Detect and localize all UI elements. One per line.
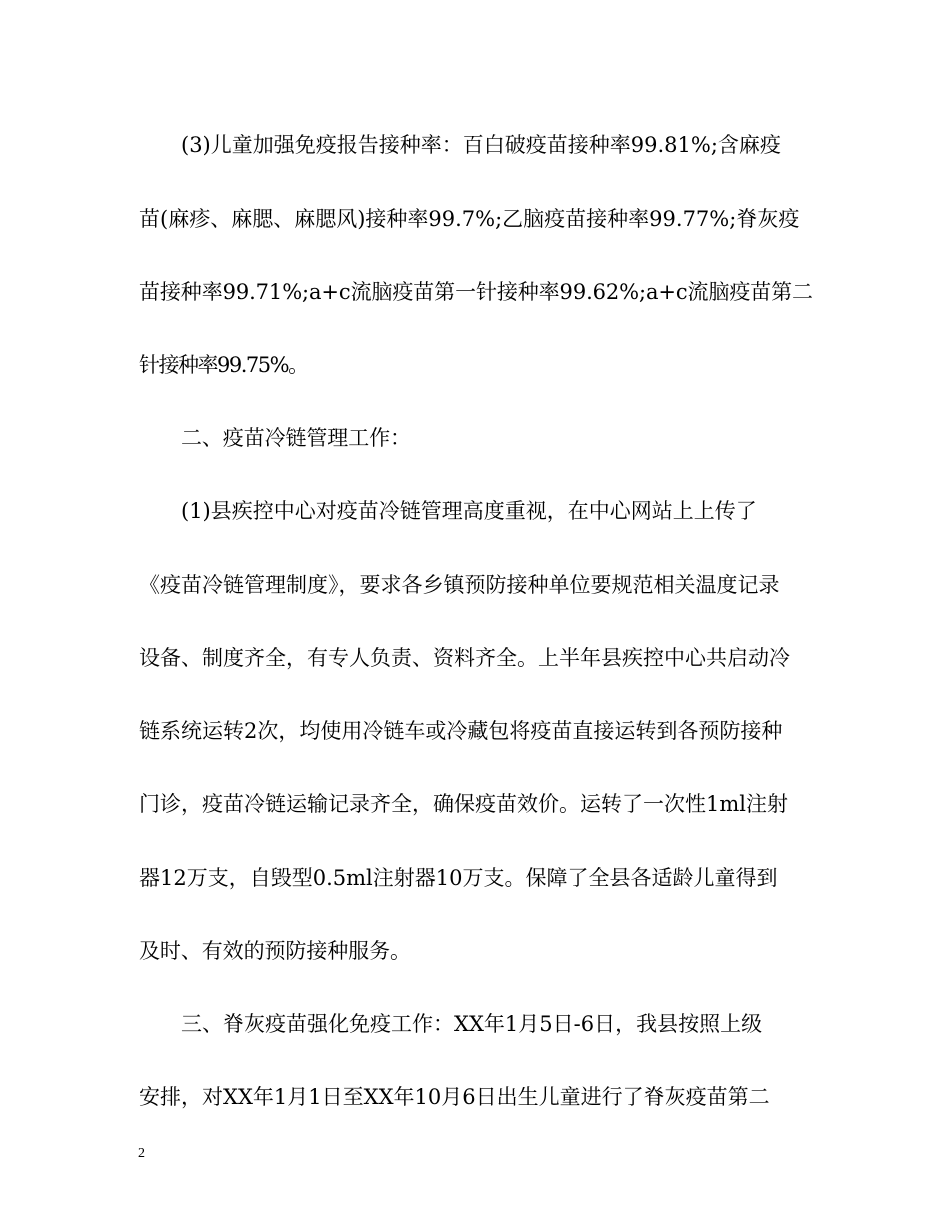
- page-number: 2: [138, 1146, 145, 1161]
- paragraph-line: 针接种率99.75%。: [139, 353, 308, 377]
- paragraph-line: 门诊，疫苗冷链运输记录齐全，确保疫苗效价。运转了一次性1ml注射: [139, 792, 788, 816]
- paragraph-line: 苗接种率99.71%;a+c流脑疫苗第一针接种率99.62%;a+c流脑疫苗第二: [139, 280, 813, 304]
- paragraph-line: (3)儿童加强免疫报告接种率：百白破疫苗接种率99.81%;含麻疫: [181, 133, 781, 157]
- paragraph-line: 链系统运转2次，均使用冷链车或冷藏包将疫苗直接运转到各预防接种: [139, 719, 783, 743]
- paragraph-line: (1)县疾控中心对疫苗冷链管理高度重视，在中心网站上上传了: [181, 499, 757, 523]
- section-heading: 二、疫苗冷链管理工作：: [181, 426, 411, 450]
- paragraph-line: 设备、制度齐全，有专人负责、资料齐全。上半年县疾控中心共启动冷: [139, 646, 790, 670]
- paragraph-line: 安排，对XX年1月1日至XX年10月6日出生儿童进行了脊灰疫苗第二: [139, 1085, 770, 1109]
- paragraph-line: 及时、有效的预防接种服务。: [139, 939, 411, 963]
- paragraph-line: 苗(麻疹、麻腮、麻腮风)接种率99.7%;乙脑疫苗接种率99.77%;脊灰疫: [139, 207, 800, 231]
- section-heading: 三、脊灰疫苗强化免疫工作：XX年1月5日-6日，我县按照上级: [181, 1012, 763, 1036]
- paragraph-line: 器12万支，自毁型0.5ml注射器10万支。保障了全县各适龄儿童得到: [139, 866, 778, 890]
- paragraph-line: 《疫苗冷链管理制度》，要求各乡镇预防接种单位要规范相关温度记录: [139, 573, 780, 597]
